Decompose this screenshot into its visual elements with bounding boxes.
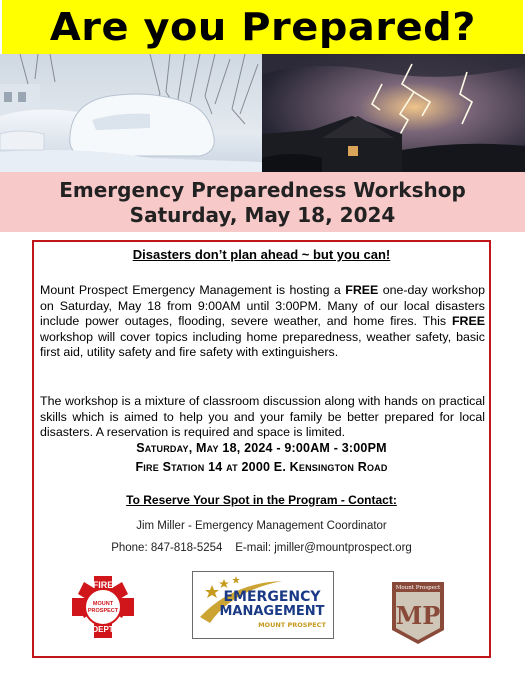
em-logo-line3: MOUNT PROSPECT — [258, 621, 326, 629]
details-card — [32, 240, 491, 658]
storm-photo — [262, 54, 525, 172]
village-logo — [386, 578, 450, 646]
free-emphasis: FREE — [345, 283, 379, 297]
workshop-header — [0, 172, 525, 232]
intro-text-a: Mount Prospect Emergency Management is hosting a — [40, 283, 346, 297]
fire-logo-top: FIRE — [92, 580, 114, 590]
fire-logo-bottom: DEPT — [92, 625, 114, 634]
fire-dept-logo — [70, 574, 136, 640]
intro-paragraph — [40, 283, 485, 361]
em-logo-line2: MANAGEMENT — [219, 604, 325, 619]
fire-logo-prospect: PROSPECT — [87, 608, 119, 614]
contact-details — [34, 542, 489, 554]
intro-text-b: one-day workshop on Saturday, May 18 from 9:00AM until 3:00PM. Many of our local disasters include power outages, flooding, severe weather, and home fires. This — [40, 283, 485, 328]
em-logo-line1: EMERGENCY — [223, 589, 321, 605]
event-location: Fire Station 14 at 2000 E. Kensington Road — [135, 460, 388, 474]
description-paragraph: The workshop is a mixture of classroom discussion along with hands on practical skills which is aimed to help you and your family be better prepared for local disasters. A reservation is required and space is limited. — [40, 394, 485, 439]
tagline: Disasters don’t plan ahead ~ but you can! — [132, 247, 391, 262]
free-emphasis: FREE — [451, 314, 485, 328]
workshop-title: Emergency Preparedness Workshop — [59, 178, 466, 202]
fire-logo-mount: MOUNT — [92, 601, 114, 607]
contact-email: E-mail: jmiller@mountprospect.org — [235, 542, 412, 554]
snow-photo — [0, 54, 262, 172]
workshop-date: Saturday, May 18, 2024 — [129, 203, 396, 227]
title-banner — [2, 0, 523, 54]
contact-name: Jim Miller - Emergency Management Coordinator — [136, 520, 387, 532]
contact-phone: Phone: 847-818-5254 — [111, 542, 223, 554]
village-logo-top: Mount Prospect — [395, 585, 441, 591]
village-logo-initials: MP — [395, 601, 441, 630]
emergency-management-logo — [192, 571, 334, 639]
event-datetime: Saturday, May 18, 2024 - 9:00AM - 3:00PM — [136, 441, 387, 455]
header-photos — [0, 54, 525, 172]
contact-heading: To Reserve Your Spot in the Program - Contact: — [126, 493, 397, 507]
page-title: Are you Prepared? — [49, 5, 476, 49]
intro-text-c: workshop will cover topics including home preparedness, weather safety, basic first aid, utility safety and fire safety with extinguishers. — [40, 329, 485, 359]
